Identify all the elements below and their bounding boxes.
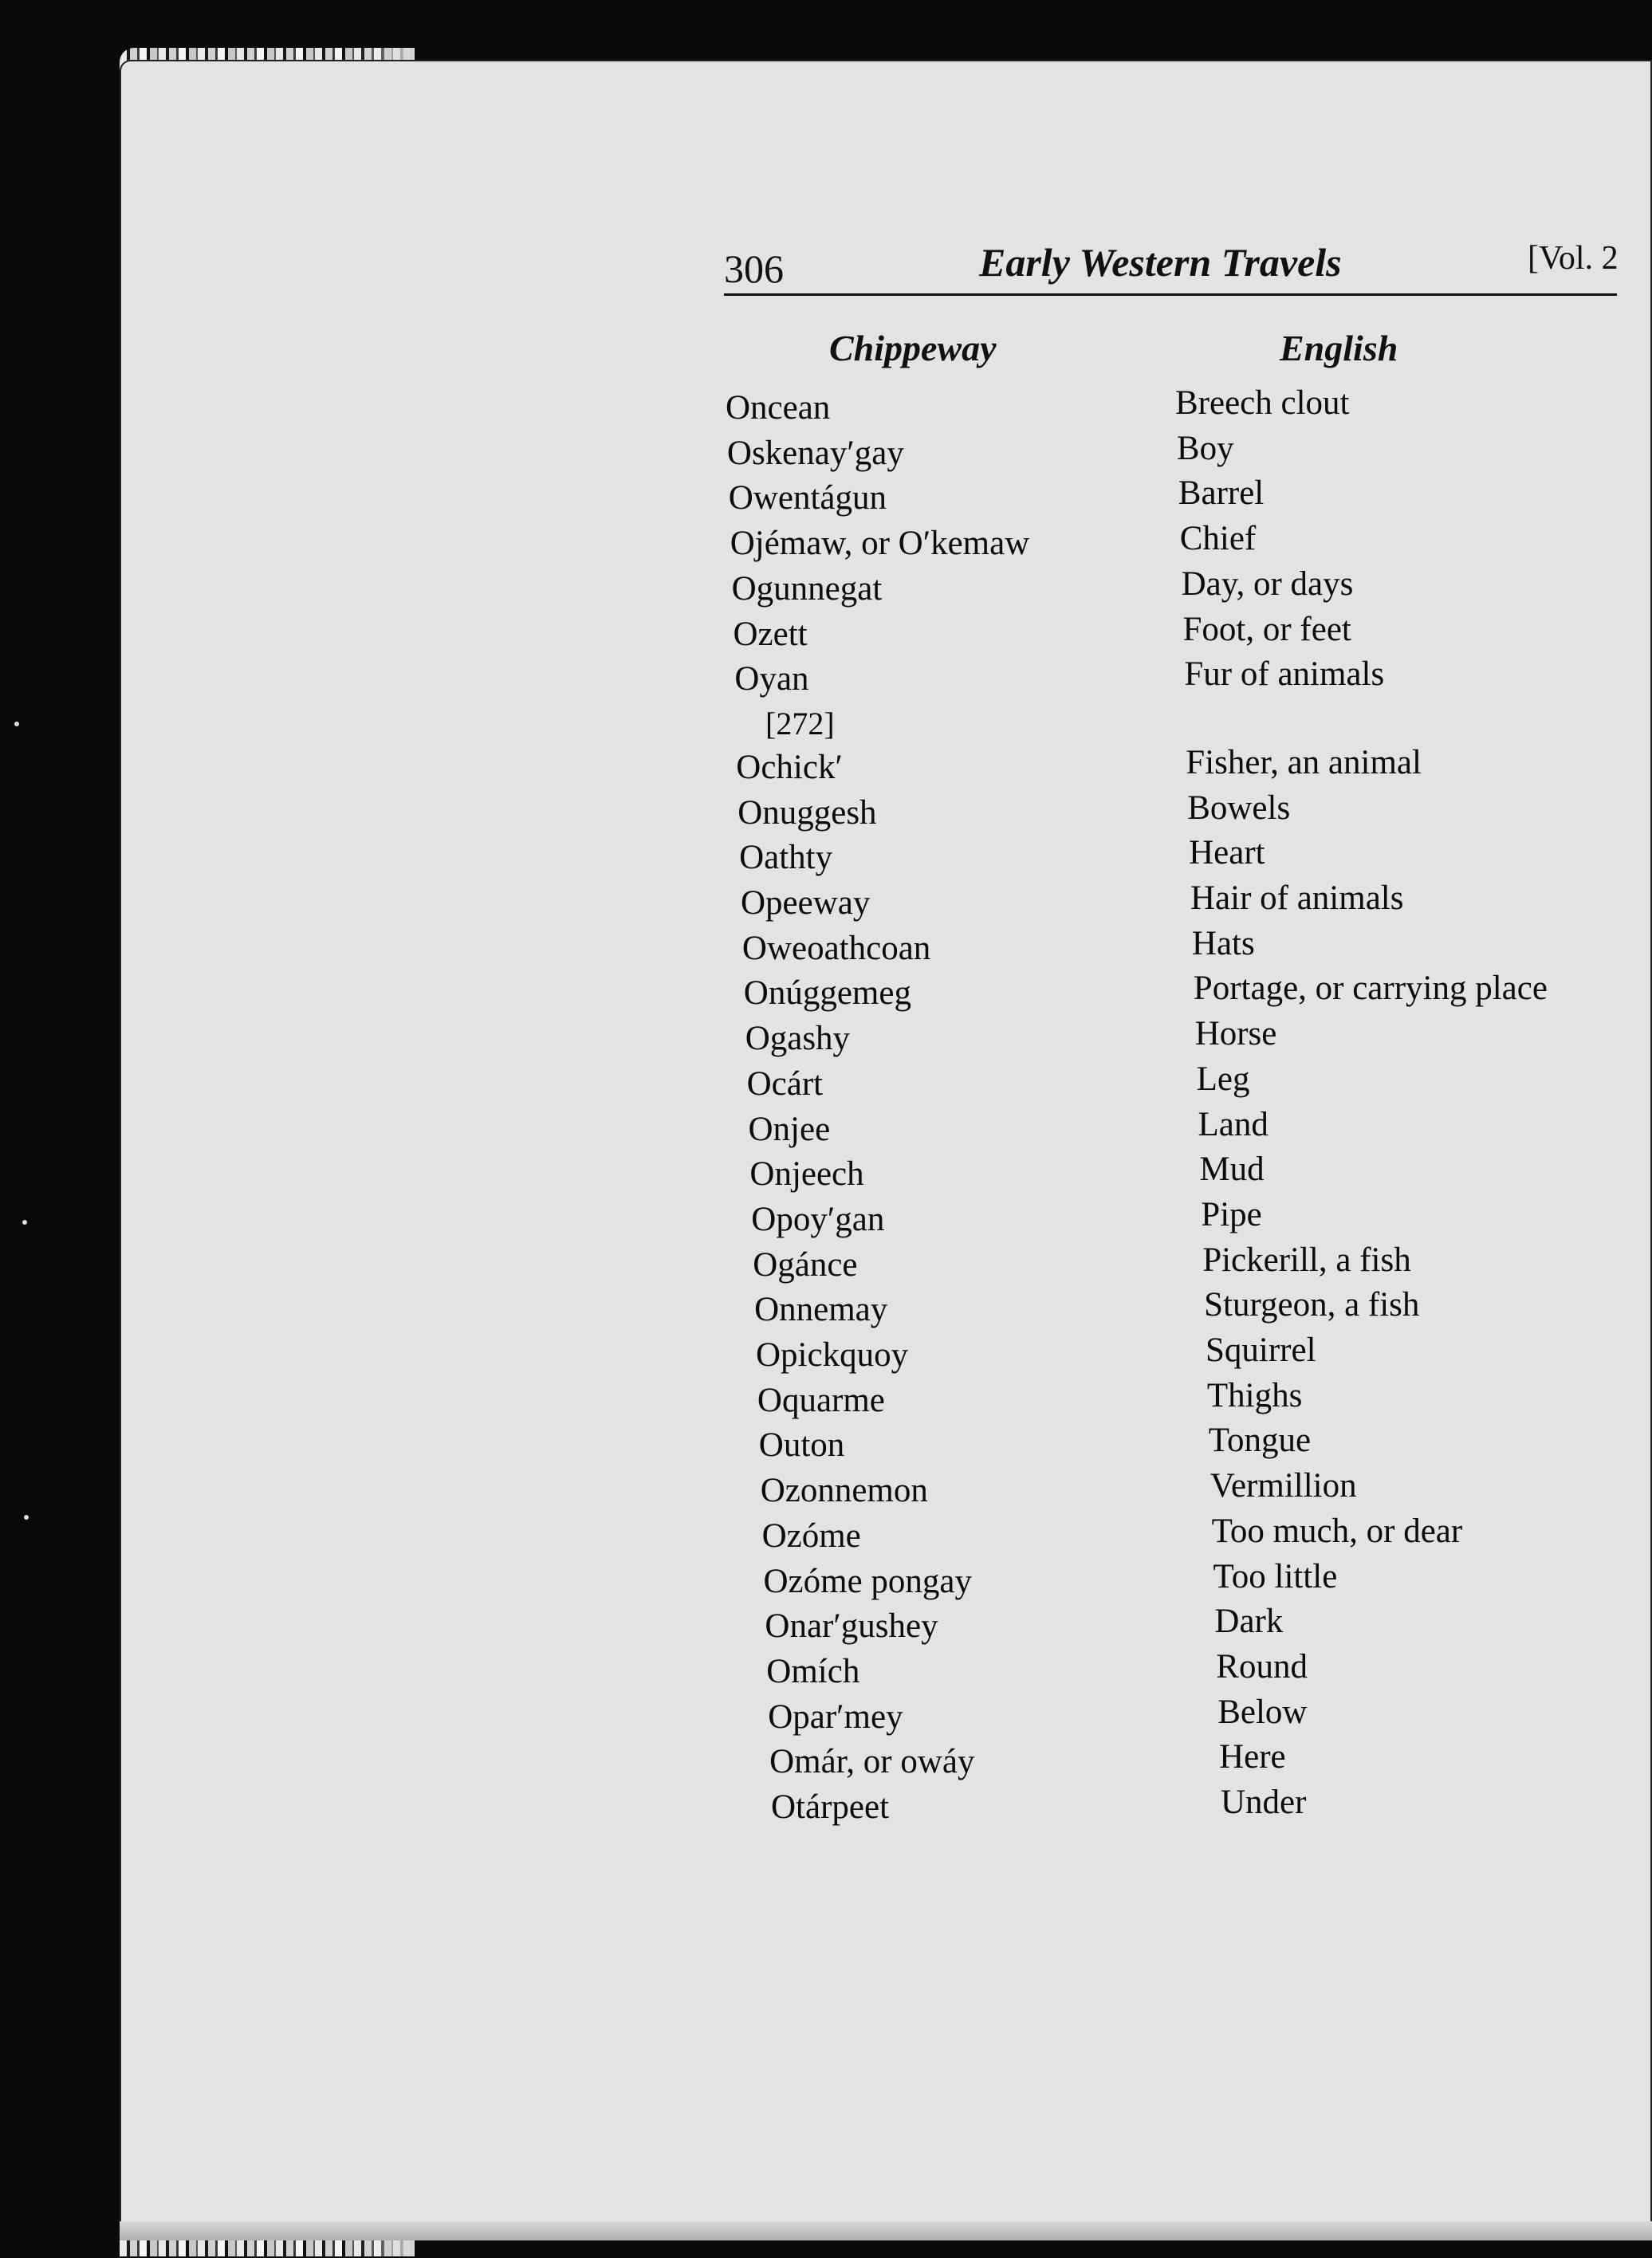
book-page (120, 60, 1652, 2240)
english-word: Day, or days (1181, 564, 1354, 603)
chippeway-word: Opoy′gan (751, 1200, 885, 1238)
chippeway-word: Ozett (733, 615, 808, 653)
english-word: Mud (1199, 1151, 1265, 1189)
chippeway-word: Ogánce (753, 1245, 858, 1284)
chippeway-word: Onar′gushey (765, 1607, 938, 1646)
chippeway-word: Onnemay (754, 1291, 888, 1329)
scan-speck (22, 1220, 27, 1225)
chippeway-word: Ozóme pongay (763, 1562, 973, 1600)
english-word: Under (1221, 1784, 1307, 1821)
chippeway-word: Oyan (734, 660, 809, 698)
english-word: Round (1216, 1647, 1308, 1686)
chippeway-word: Onúggemeg (743, 974, 911, 1013)
english-word: Bowels (1187, 789, 1291, 827)
english-word: Portage, or carrying place (1193, 970, 1548, 1008)
chippeway-word: Opeeway (741, 884, 871, 922)
chippeway-word: Ozonnemon (760, 1472, 928, 1510)
running-head (724, 236, 1617, 300)
chippeway-word: Opickquoy (756, 1336, 909, 1374)
column-heading-chippeway: Chippeway (829, 328, 997, 368)
english-word: Too little (1213, 1557, 1338, 1595)
english-word: Hats (1191, 924, 1255, 962)
chippeway-word: Otárpeet (771, 1788, 890, 1826)
chippeway-word: Outon (758, 1426, 845, 1465)
chippeway-word: Owentágun (728, 479, 887, 517)
english-word: Tongue (1208, 1422, 1312, 1460)
english-word: Barrel (1178, 474, 1265, 513)
english-word: Breech clout (1175, 384, 1350, 422)
english-word: Dark (1214, 1603, 1284, 1641)
english-word: Here (1219, 1738, 1286, 1776)
chippeway-word: Onjeech (749, 1155, 864, 1194)
english-word: Leg (1196, 1060, 1250, 1098)
english-word: Thighs (1206, 1376, 1303, 1414)
english-word: Horse (1194, 1015, 1277, 1053)
chippeway-word: Omár, or owáy (769, 1743, 975, 1781)
chippeway-word: Opar′mey (768, 1697, 903, 1736)
english-word: Hair of animals (1190, 879, 1404, 917)
english-word: Too much, or dear (1211, 1512, 1463, 1550)
english-word: Heart (1189, 834, 1265, 872)
chippeway-word: Ogunnegat (731, 569, 883, 608)
english-word: Vermillion (1210, 1467, 1357, 1505)
column-heading-english: English (1280, 328, 1398, 368)
page-number: 306 (724, 246, 784, 291)
chippeway-word: Oathty (739, 839, 833, 877)
english-word: Fur of animals (1184, 655, 1385, 694)
chippeway-word: Omích (766, 1652, 860, 1690)
volume-reference: [Vol. 2 (1528, 240, 1619, 277)
chippeway-word: Ozóme (761, 1516, 861, 1555)
english-word: Boy (1176, 429, 1234, 467)
english-word: Foot, or feet (1182, 610, 1351, 648)
chippeway-word: Ojémaw, or O′kemaw (730, 525, 1030, 563)
chippeway-word: Oskenay′gay (726, 434, 904, 472)
english-word: Squirrel (1206, 1332, 1316, 1369)
chippeway-word: Oncean (726, 389, 831, 427)
header-rule (724, 293, 1617, 296)
english-word: Below (1217, 1693, 1308, 1731)
scan-speck (14, 722, 19, 726)
chippeway-word: Ocárt (746, 1064, 824, 1103)
chippeway-word: Ochick′ (736, 748, 843, 786)
chippeway-word: Oquarme (757, 1381, 885, 1419)
english-word: Chief (1179, 520, 1257, 558)
chippeway-word: Onjee (748, 1110, 831, 1148)
chippeway-word: Oweoathcoan (741, 929, 931, 967)
english-word: Land (1198, 1105, 1268, 1143)
english-word: Pipe (1201, 1195, 1262, 1233)
chippeway-word: Ogashy (745, 1020, 851, 1058)
original-page-marker: [272] (765, 706, 835, 742)
english-word: Pickerill, a fish (1202, 1241, 1411, 1279)
scan-speck (24, 1515, 29, 1520)
english-word: Sturgeon, a fish (1204, 1286, 1420, 1324)
chippeway-word: Onuggesh (738, 793, 877, 832)
english-word: Fisher, an animal (1186, 743, 1422, 781)
running-title: Early Western Travels (979, 240, 1342, 285)
